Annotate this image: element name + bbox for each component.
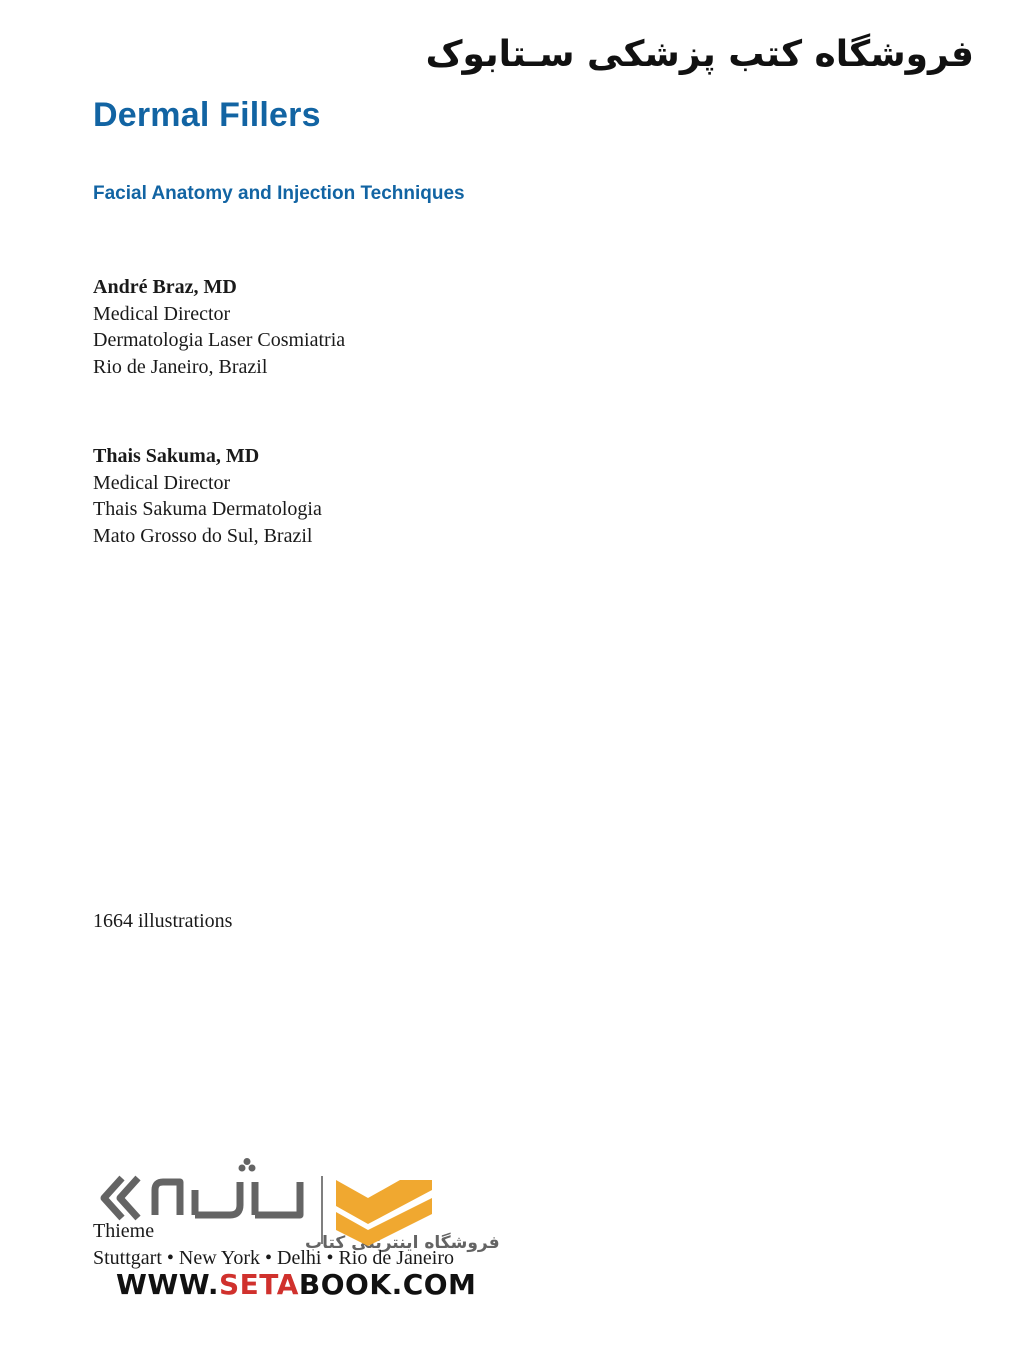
url-prefix: WWW.	[116, 1268, 220, 1301]
url-seta: SETA	[219, 1268, 299, 1301]
author-institution: Thais Sakuma Dermatologia	[93, 498, 322, 521]
publisher-cities: Stuttgart • New York • Delhi • Rio de Janeiro	[93, 1247, 454, 1269]
illustrations-count: 1664 illustrations	[93, 910, 233, 932]
book-subtitle: Facial Anatomy and Injection Techniques	[93, 183, 465, 204]
author-location: Mato Grosso do Sul, Brazil	[93, 525, 313, 548]
author-name: André Braz, MD	[93, 276, 237, 298]
author-block-1	[93, 274, 345, 381]
author-institution: Dermatologia Laser Cosmiatria	[93, 329, 346, 352]
logo-caption: فروشگاه اینترنتی کتاب	[305, 1233, 500, 1253]
author-position: Medical Director	[93, 471, 231, 494]
setabook-logo-icon	[100, 1160, 500, 1255]
watermark-store-name: فروشگاه کتب پزشکی سـتابوک	[425, 34, 974, 75]
author-position: Medical Director	[93, 302, 231, 325]
book-title: Dermal Fillers	[93, 96, 321, 134]
author-name: Thais Sakuma, MD	[93, 445, 260, 467]
url-book: BOOK	[298, 1268, 392, 1301]
watermark-url	[116, 1268, 476, 1301]
publisher-name: Thieme	[93, 1220, 155, 1242]
author-block-2	[93, 443, 322, 550]
author-location: Rio de Janeiro, Brazil	[93, 356, 268, 379]
url-suffix: .COM	[391, 1268, 477, 1301]
